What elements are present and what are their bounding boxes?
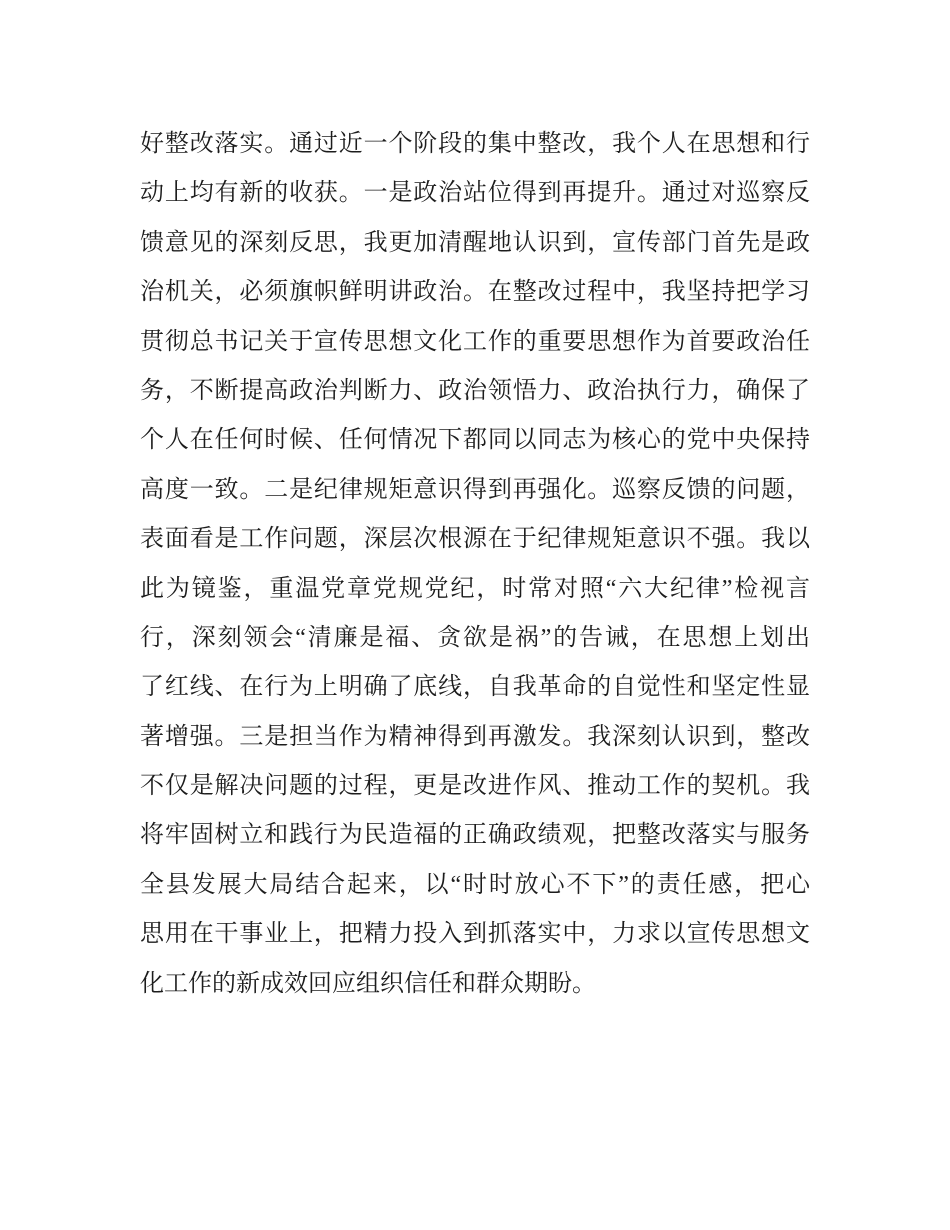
text-line: 全县发展大局结合起来，以“时时放心不下”的责任感，把心: [140, 871, 810, 898]
paragraph-text-block: [140, 120, 810, 1009]
text-line: 思用在干事业上，把精力投入到抓落实中，力求以宣传思想文: [140, 921, 810, 948]
text-line: 个人在任何时候、任何情况下都同以同志为核心的党中央保持: [140, 427, 810, 454]
text-line: 了红线、在行为上明确了底线，自我革命的自觉性和坚定性显: [140, 674, 810, 701]
text-line: 不仅是解决问题的过程，更是改进作风、推动工作的契机。我: [140, 773, 810, 800]
text-line: 表面看是工作问题，深层次根源在于纪律规矩意识不强。我以: [140, 526, 810, 553]
text-line: 将牢固树立和践行为民造福的正确政绩观，把整改落实与服务: [140, 822, 810, 849]
text-line: 著增强。三是担当作为精神得到再激发。我深刻认识到，整改: [140, 723, 810, 750]
text-line: 化工作的新成效回应组织信任和群众期盼。: [140, 970, 596, 997]
text-line: 治机关，必须旗帜鲜明讲政治。在整改过程中，我坚持把学习: [140, 279, 810, 306]
text-line: 好整改落实。通过近一个阶段的集中整改，我个人在思想和行: [140, 131, 810, 157]
text-line: 动上均有新的收获。一是政治站位得到再提升。通过对巡察反: [140, 180, 810, 207]
text-line: 此为镜鉴，重温党章党规党纪，时常对照“六大纪律”检视言: [140, 575, 810, 602]
text-line: 贯彻总书记关于宣传思想文化工作的重要思想作为首要政治任: [140, 328, 810, 355]
text-line: 高度一致。二是纪律规矩意识得到再强化。巡察反馈的问题，: [140, 476, 810, 503]
text-line: 馈意见的深刻反思，我更加清醒地认识到，宣传部门首先是政: [140, 229, 810, 256]
text-line: 务，不断提高政治判断力、政治领悟力、政治执行力，确保了: [140, 377, 810, 404]
text-line: 行，深刻领会“清廉是福、贪欲是祸”的告诫，在思想上划出: [140, 624, 810, 651]
